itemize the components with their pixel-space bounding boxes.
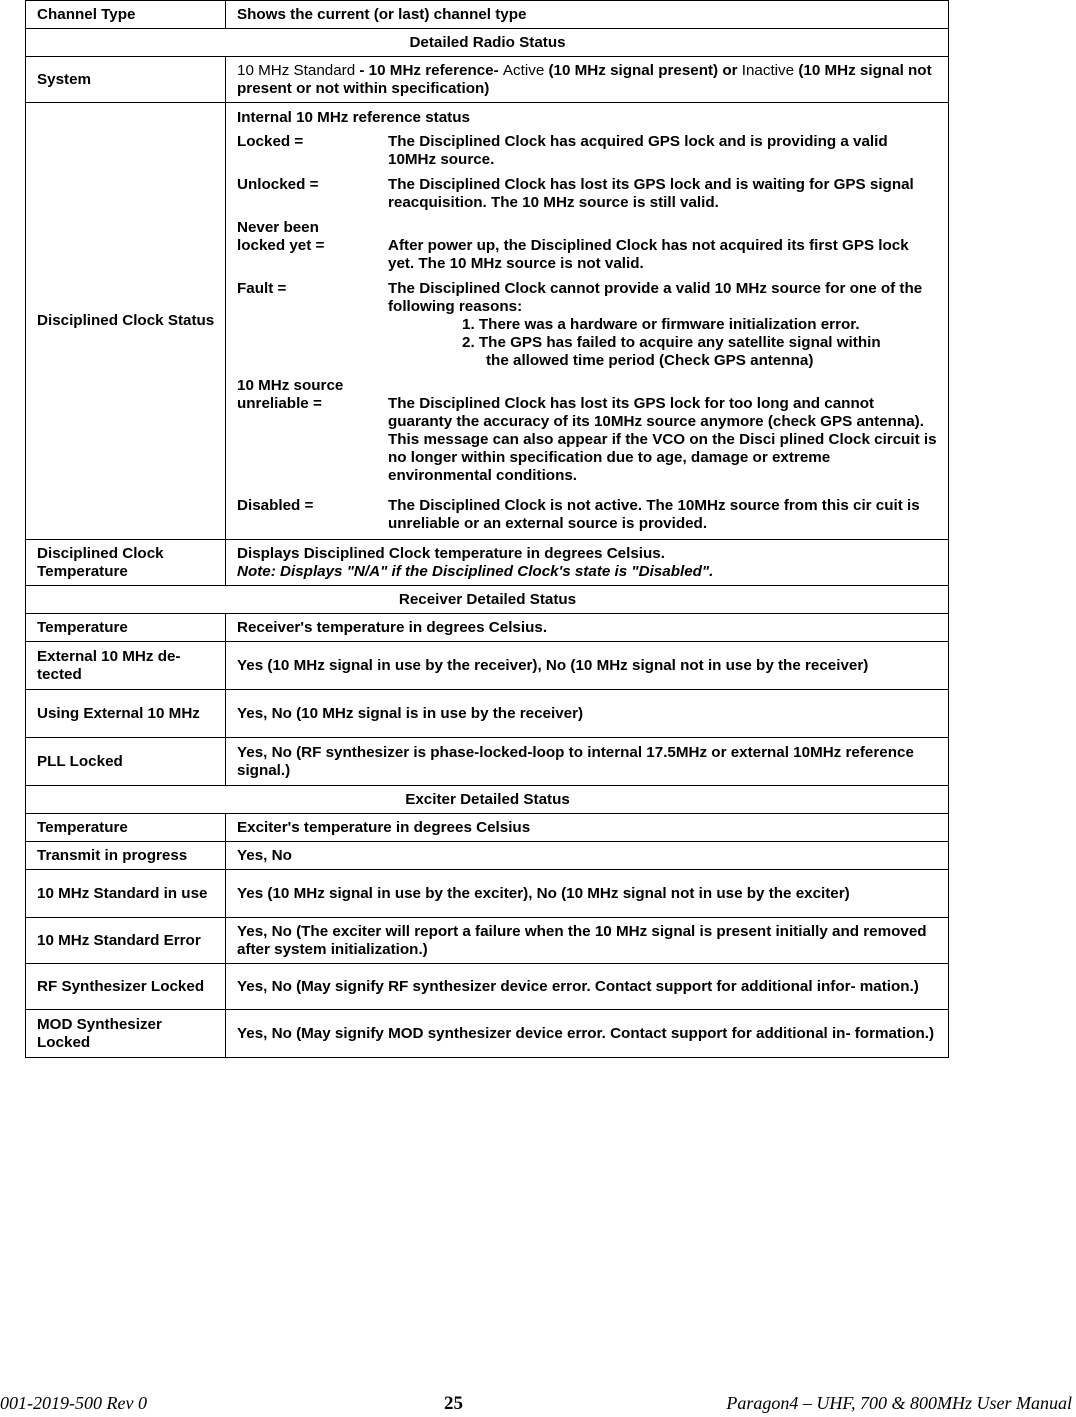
dcs-definition: After power up, the Disciplined Clock has not acquired its first GPS lock yet. The 10 MHz source is not valid. [388, 237, 909, 272]
table-row [26, 690, 949, 738]
dcs-term: Locked = [237, 133, 304, 150]
dcs-definition: The Disciplined Clock has lost its GPS lock and is waiting for GPS signal reacquisition. The 10 MHz source is still valid. [388, 176, 914, 211]
table-row [26, 57, 949, 103]
table-row [26, 738, 949, 786]
row-description [226, 57, 949, 103]
row-description: Exciter's temperature in degrees Celsius [226, 814, 949, 842]
dcs-term: unreliable = [237, 395, 322, 412]
row-description: Yes (10 MHz signal in use by the exciter), No (10 MHz signal not in use by the exciter) [226, 870, 949, 918]
row-description: Yes, No (May signify RF synthesizer device error. Contact support for additional infor- mation.) [226, 964, 949, 1010]
row-label: Channel Type [26, 1, 226, 29]
row-description: Yes, No [226, 842, 949, 870]
dcs-term: Fault = [237, 280, 287, 297]
fault-reason [388, 334, 938, 370]
row-description: Shows the current (or last) channel type [226, 1, 949, 29]
fault-reason-line: 2. The GPS has failed to acquire any satellite signal within [462, 334, 881, 351]
table-row [26, 540, 949, 586]
row-label: Using External 10 MHz [26, 690, 226, 738]
dcs-definition [388, 280, 938, 370]
row-label: System [26, 57, 226, 103]
row-description [226, 540, 949, 586]
fault-intro: The Disciplined Clock cannot provide a valid 10 MHz source for one of the following reasons: [388, 280, 923, 315]
dcs-term-prefix: Never been [237, 219, 319, 236]
table-row [26, 614, 949, 642]
row-label: PLL Locked [26, 738, 226, 786]
dcs-definition: The Disciplined Clock has lost its GPS lock for too long and cannot guaranty the accuracy of its 10MHz source anymore (check GPS antenna). This message can also appear if the VCO on the Disci plined Clock circuit is no longer within specification due to age, damage or extreme environmental conditions. [388, 395, 937, 484]
row-label: Temperature [26, 614, 226, 642]
dcs-entry [237, 237, 938, 273]
dcs-definition: The Disciplined Clock is not active. The 10MHz source from this cir cuit is unreliable or an external source is provided. [388, 497, 920, 532]
row-label: 10 MHz Standard Error [26, 918, 226, 964]
section-header-row [26, 586, 949, 614]
dcs-entry [237, 176, 938, 212]
dcs-entry [237, 280, 938, 370]
table-row [26, 918, 949, 964]
dc-temp-note: Note: Displays "N/A" if the Disciplined Clock's state is "Disabled". [237, 562, 714, 580]
table-row [26, 814, 949, 842]
row-label: MOD Synthesizer Locked [26, 1010, 226, 1058]
fault-reason-line: the allowed time period (Check GPS antenna) [486, 352, 814, 369]
manual-title: Paragon4 – UHF, 700 & 800MHz User Manual [726, 1393, 1072, 1413]
dcs-entry [237, 395, 938, 485]
page-number: 25 [444, 1393, 463, 1414]
table-row [26, 964, 949, 1010]
section-header-row [26, 786, 949, 814]
system-part: (10 MHz signal present) or [544, 61, 742, 79]
doc-number: 001-2019-500 Rev 0 [0, 1393, 147, 1413]
row-description: Yes, No (The exciter will report a failure when the 10 MHz signal is present initially and removed after system initialization.) [226, 918, 949, 964]
row-description [226, 103, 949, 540]
row-description: Yes, No (May signify MOD synthesizer device error. Contact support for additional in- formation.) [226, 1010, 949, 1058]
table-row [26, 1, 949, 29]
dcs-title: Internal 10 MHz reference status [237, 109, 470, 126]
section-header: Exciter Detailed Status [26, 786, 949, 814]
system-part: (10 MHz signal not present or not within specification) [237, 61, 932, 97]
row-label: 10 MHz Standard in use [26, 870, 226, 918]
table-row [26, 842, 949, 870]
table-row [26, 870, 949, 918]
dcs-term: locked yet = [237, 237, 325, 254]
dcs-entry [237, 497, 938, 533]
fault-reason: 1. There was a hardware or firmware initialization error. [462, 316, 860, 333]
table-row [26, 103, 949, 540]
status-table [25, 0, 949, 1058]
row-description: Yes, No (RF synthesizer is phase-locked-loop to internal 17.5MHz or external 10MHz reference signal.) [226, 738, 949, 786]
dcs-definition: The Disciplined Clock has acquired GPS lock and is providing a valid 10MHz source. [388, 133, 888, 168]
row-label: Disciplined Clock Temperature [26, 540, 226, 586]
row-description: Yes (10 MHz signal in use by the receiver), No (10 MHz signal not in use by the receiver) [226, 642, 949, 690]
dcs-term: Disabled = [237, 497, 314, 514]
system-part: Active [502, 61, 545, 79]
system-part: 10 MHz Standard [237, 61, 356, 79]
row-description: Yes, No (10 MHz signal is in use by the receiver) [226, 690, 949, 738]
table-row [26, 642, 949, 690]
row-description: Receiver's temperature in degrees Celsius. [226, 614, 949, 642]
dcs-term-prefix: 10 MHz source [237, 377, 344, 394]
row-label: Temperature [26, 814, 226, 842]
system-part: Inactive [741, 61, 795, 79]
system-part: - 10 MHz reference- [355, 61, 503, 79]
dcs-entry [237, 133, 938, 169]
row-label: RF Synthesizer Locked [26, 964, 226, 1010]
row-label: Disciplined Clock Status [26, 103, 226, 540]
row-label: External 10 MHz de- tected [26, 642, 226, 690]
page-footer [0, 1393, 1076, 1417]
dcs-term: Unlocked = [237, 176, 319, 193]
section-header-row [26, 29, 949, 57]
section-header: Detailed Radio Status [26, 29, 949, 57]
table-row [26, 1010, 949, 1058]
dc-temp-desc: Displays Disciplined Clock temperature in degrees Celsius. [237, 544, 665, 562]
row-label: Transmit in progress [26, 842, 226, 870]
section-header: Receiver Detailed Status [26, 586, 949, 614]
